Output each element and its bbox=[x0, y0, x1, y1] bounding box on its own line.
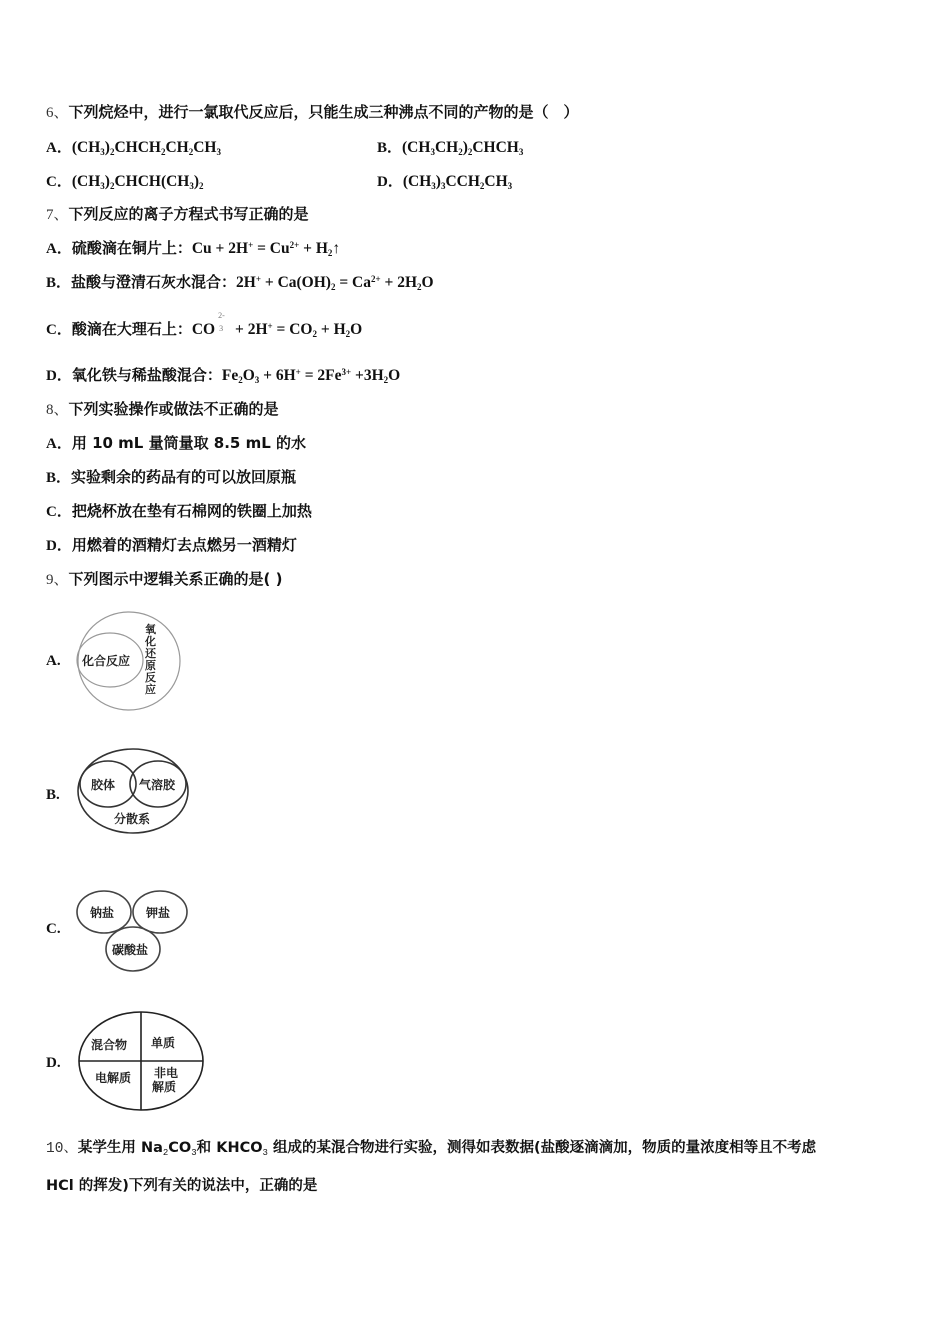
option-formula: $(CH_3)_3CCH_2CH_3$ bbox=[402, 173, 513, 191]
option-label: C． bbox=[46, 174, 72, 190]
q10-text: HCl 的挥发)下列有关的说法中，正确的是 bbox=[46, 1178, 318, 1194]
option-formula: $2H^+ + Ca(OH)_2 = Ca^{2+} + 2H_2O$ bbox=[236, 274, 434, 292]
q8-stem-text: 下列实验操作或做法不正确的是 bbox=[68, 400, 279, 418]
svg-text:解质: 解质 bbox=[152, 1080, 177, 1094]
svg-text:钠盐: 钠盐 bbox=[90, 906, 115, 920]
option-formula: $(CH_3)_2CHCH(CH_3)_2$ bbox=[71, 173, 204, 191]
option-text: 用燃着的酒精灯去点燃另一酒精灯 bbox=[71, 536, 297, 554]
option-text: 氧化铁与稀盐酸混合： bbox=[71, 366, 222, 384]
option-label: D． bbox=[377, 174, 403, 190]
q9-diagram-c[interactable] bbox=[76, 888, 194, 974]
q7-option-a[interactable] bbox=[46, 238, 340, 259]
q9-stem-text: 下列图示中逻辑关系正确的是( ) bbox=[68, 570, 283, 588]
option-label: A． bbox=[46, 140, 72, 156]
option-label: C． bbox=[46, 322, 72, 338]
q8-number: 8、 bbox=[46, 402, 69, 418]
q7-option-c[interactable] bbox=[46, 311, 363, 340]
q6-option-a[interactable] bbox=[46, 137, 221, 158]
q6-option-d[interactable] bbox=[377, 171, 512, 192]
svg-text:混合物: 混合物 bbox=[91, 1038, 128, 1052]
q6-stem-text: 下列烷烃中，进行一氯取代反应后，只能生成三种沸点不同的产物的是（ ） bbox=[68, 103, 579, 121]
option-formula: $Cu + 2H^+ = Cu^{2+}$ + $H_2↑$ bbox=[191, 240, 341, 258]
q7-stem bbox=[46, 204, 309, 225]
q7-option-b[interactable] bbox=[46, 272, 434, 293]
q10-sub: 3 bbox=[191, 1148, 197, 1158]
option-text: 把烧杯放在垫有石棉网的铁圈上加热 bbox=[71, 502, 312, 520]
q9-option-b-label[interactable]: B. bbox=[46, 787, 60, 803]
option-label: B． bbox=[46, 470, 72, 486]
q10-stem-line2 bbox=[46, 1176, 317, 1196]
q10-text: 组成的某混合物进行实验，测得如表数据(盐酸逐滴滴加，物质的量浓度相等且不考虑 bbox=[267, 1140, 817, 1156]
q9-number: 9、 bbox=[46, 572, 69, 588]
q6-option-c[interactable] bbox=[46, 171, 204, 192]
q8-option-c[interactable] bbox=[46, 501, 312, 522]
q9-diagram-b[interactable] bbox=[76, 746, 194, 836]
q7-stem-text: 下列反应的离子方程式书写正确的是 bbox=[68, 205, 309, 223]
diagram-a-inner-label: 化合反应 bbox=[82, 654, 131, 668]
q10-number: 10、 bbox=[46, 1141, 78, 1157]
option-text: 酸滴在大理石上： bbox=[71, 320, 192, 338]
q10-sub: 3 bbox=[262, 1148, 268, 1158]
svg-text:单质: 单质 bbox=[151, 1036, 176, 1050]
q9-diagram-a[interactable] bbox=[74, 608, 186, 714]
q10-stem-line1 bbox=[46, 1138, 816, 1159]
svg-text:电解质: 电解质 bbox=[95, 1071, 132, 1085]
option-formula: CO 2- 3 + $2H^+ = CO_2 + H_2O$ bbox=[191, 311, 363, 339]
q9-option-c-label[interactable]: C. bbox=[46, 921, 61, 937]
q9-stem bbox=[46, 569, 282, 590]
q9-diagram-d[interactable] bbox=[78, 1010, 206, 1112]
svg-text:气溶胶: 气溶胶 bbox=[139, 778, 176, 792]
q8-option-b[interactable] bbox=[46, 467, 296, 488]
option-text: 实验剩余的药品有的可以放回原瓶 bbox=[71, 468, 297, 486]
option-label: A． bbox=[46, 241, 72, 257]
q7-option-d[interactable] bbox=[46, 365, 400, 386]
option-formula: $Fe_2O_3 + 6H^+ = 2Fe^{3+} +3H_2O$ bbox=[221, 367, 401, 385]
option-label: B． bbox=[377, 140, 403, 156]
option-text: 盐酸与澄清石灰水混合： bbox=[71, 273, 237, 291]
q8-option-d[interactable] bbox=[46, 535, 297, 556]
option-label: D． bbox=[46, 538, 72, 554]
q10-text: CO bbox=[168, 1140, 192, 1156]
diagram-a-outer-label: 氧化还原反应 bbox=[145, 623, 156, 696]
q9-option-d-label[interactable]: D. bbox=[46, 1055, 61, 1071]
q6-stem bbox=[46, 102, 579, 123]
option-label: B． bbox=[46, 275, 72, 291]
q10-sub: 2 bbox=[162, 1148, 169, 1158]
q9-option-a-label[interactable]: A. bbox=[46, 653, 61, 669]
svg-text:碳酸盐: 碳酸盐 bbox=[112, 943, 149, 957]
svg-text:非电: 非电 bbox=[154, 1066, 179, 1080]
option-formula: $(CH_3)_2CHCH_2CH_2CH_3$ bbox=[71, 139, 221, 157]
option-label: D． bbox=[46, 368, 72, 384]
q6-number: 6、 bbox=[46, 105, 69, 121]
q8-stem bbox=[46, 399, 279, 420]
option-text: 用 10 mL 量筒量取 8.5 mL 的水 bbox=[71, 434, 306, 452]
q10-text: 和 KHCO bbox=[196, 1140, 263, 1156]
svg-text:钾盐: 钾盐 bbox=[146, 906, 171, 920]
option-label: C． bbox=[46, 504, 72, 520]
q6-option-b[interactable] bbox=[377, 137, 523, 158]
svg-text:胶体: 胶体 bbox=[91, 778, 116, 792]
option-text: 硫酸滴在铜片上： bbox=[71, 239, 192, 257]
q7-number: 7、 bbox=[46, 207, 69, 223]
option-formula: $(CH_3CH_2)_2CHCH_3$ bbox=[402, 139, 524, 157]
svg-text:分散系: 分散系 bbox=[114, 812, 151, 826]
q10-text: 某学生用 Na bbox=[77, 1140, 163, 1156]
q8-option-a[interactable] bbox=[46, 433, 306, 454]
option-label: A． bbox=[46, 436, 72, 452]
